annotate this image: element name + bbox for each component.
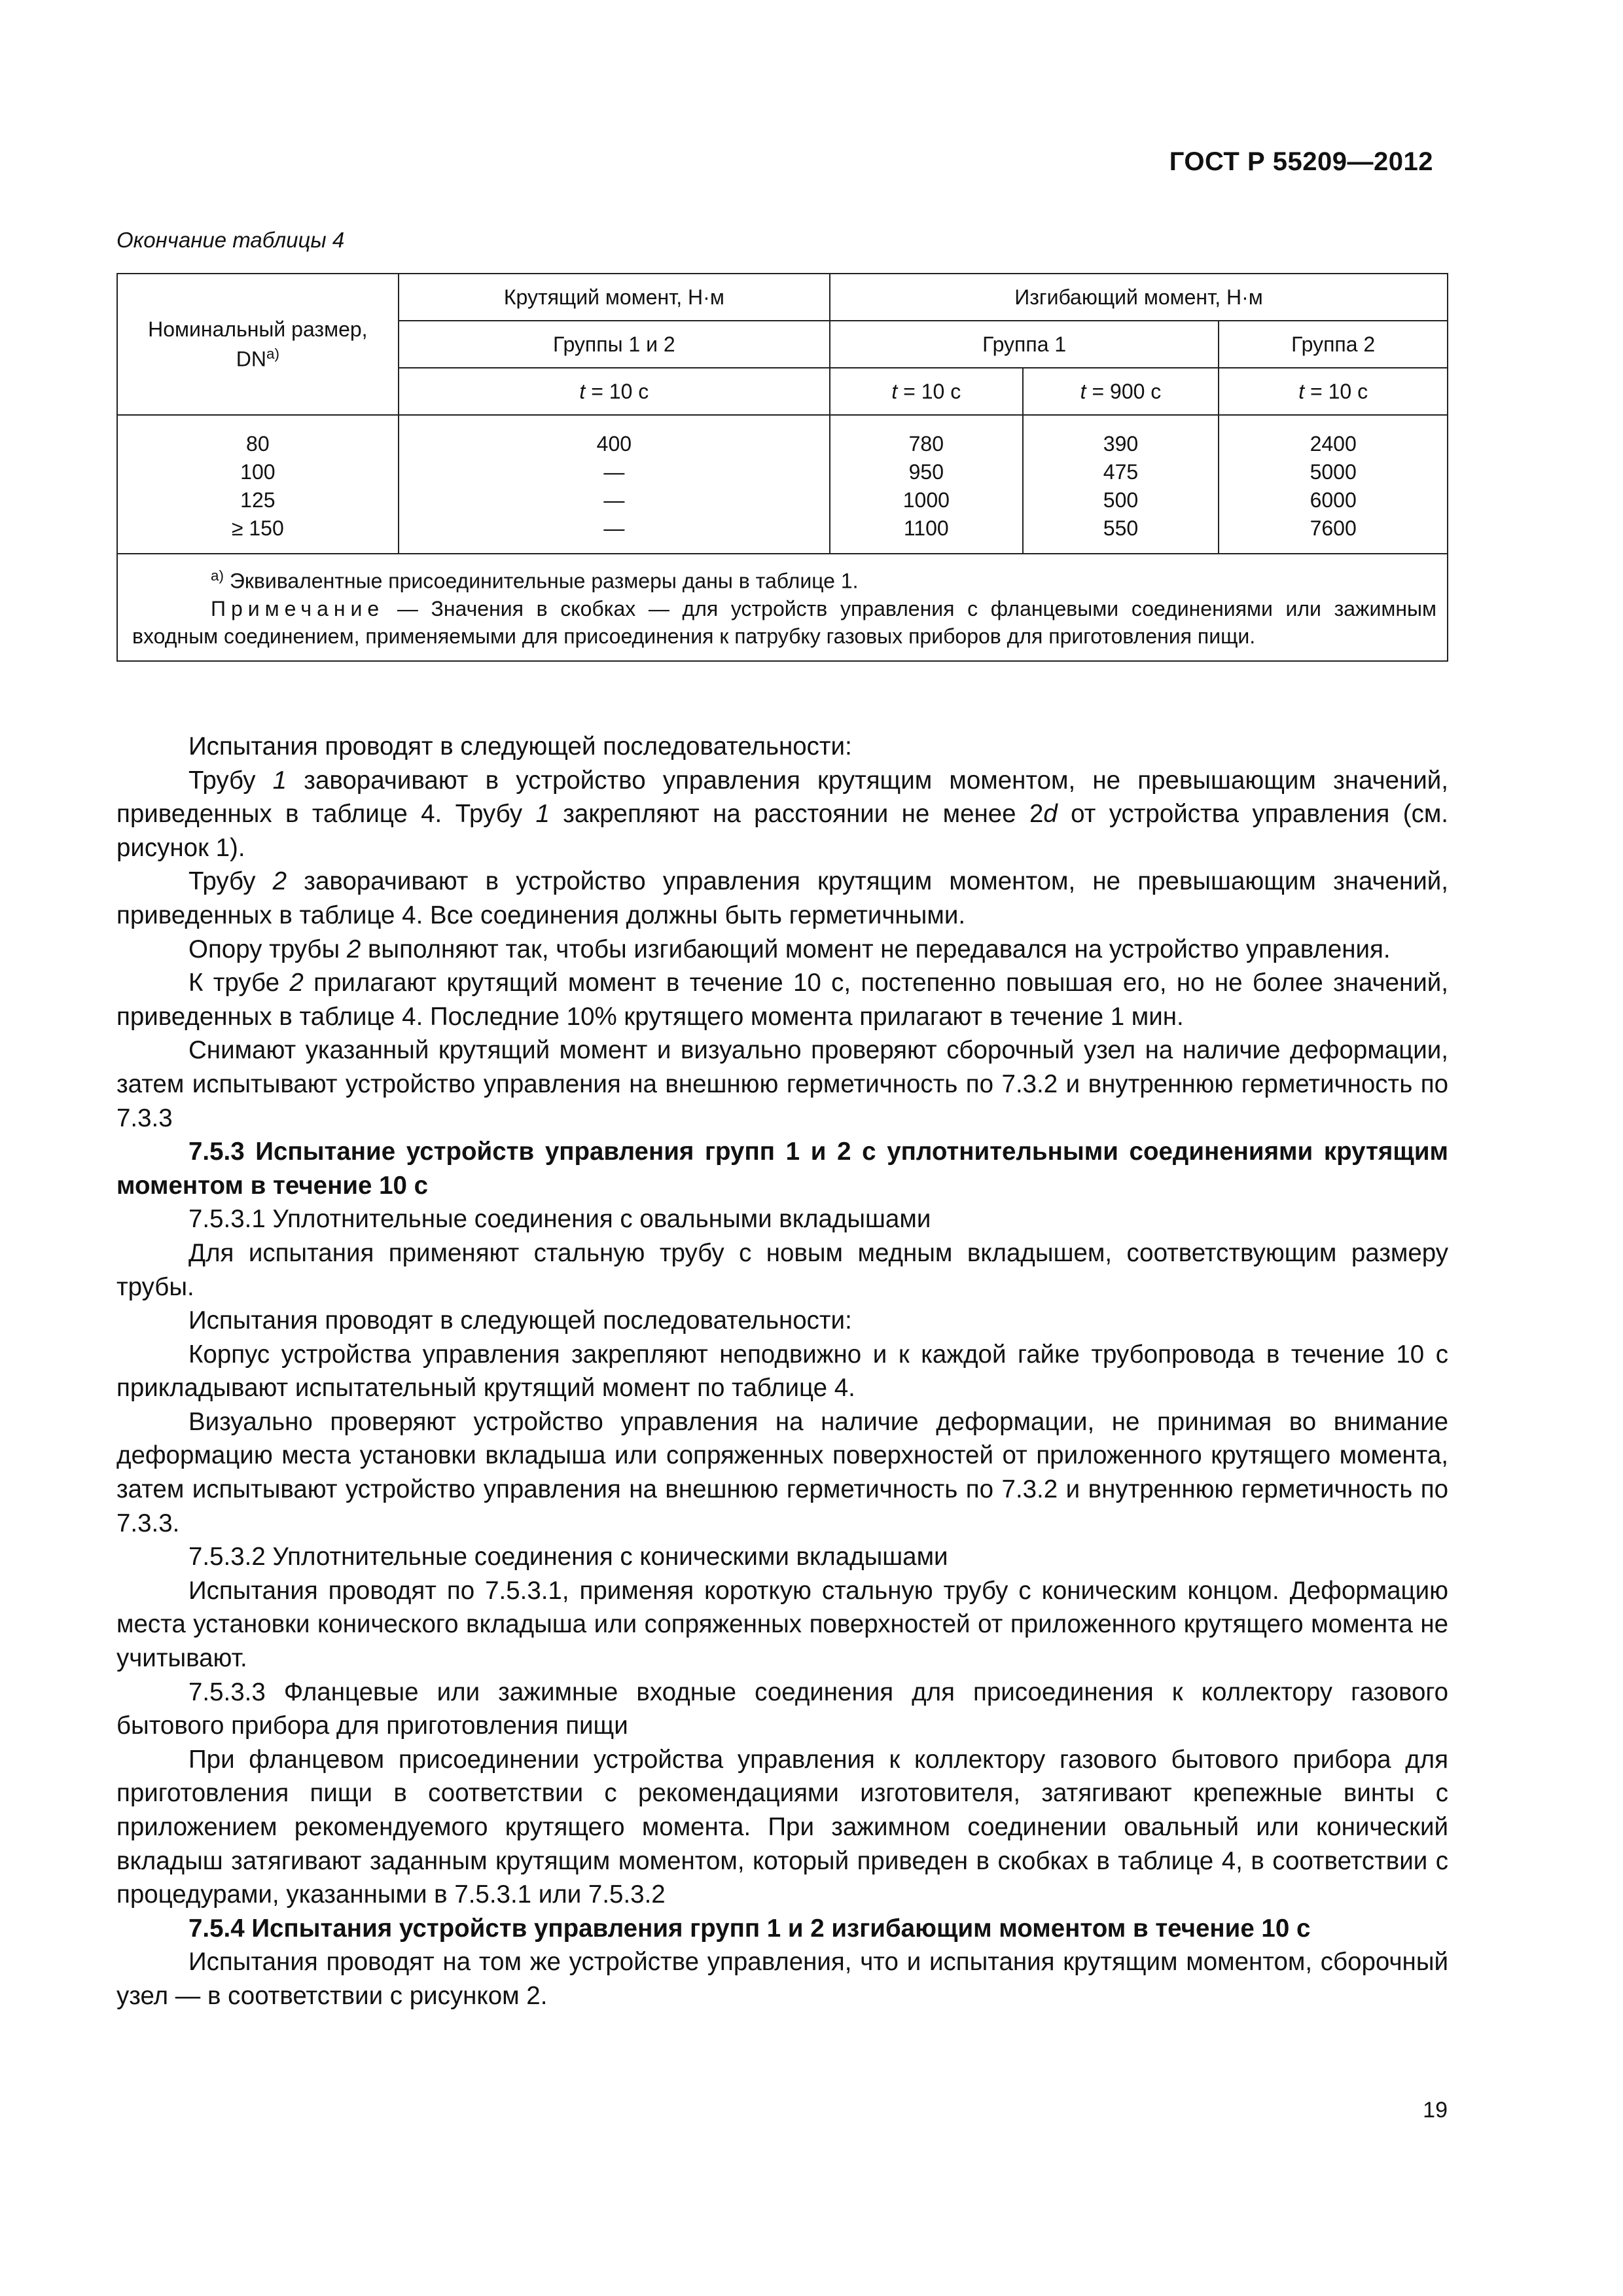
body-text <box>116 730 1448 2013</box>
section-heading-7-5-4: 7.5.4 Испытания устройств управления групп 1 и 2 изгибающим моментом в течение 10 с <box>188 1914 1311 1943</box>
cell-value: 100 <box>240 460 276 484</box>
table-notes <box>117 554 1448 661</box>
time-value: = 10 с <box>585 379 649 403</box>
header-nominal-size <box>117 274 399 415</box>
cell-value: 7600 <box>1310 516 1357 540</box>
cell-value: 390 <box>1103 432 1139 456</box>
column-group1-t10 <box>830 415 1023 554</box>
text-run: от устройства управления (см. рисунок 1). <box>116 800 1448 862</box>
nominal-footnote-mark: a) <box>266 346 279 363</box>
cell-value: 80 <box>246 432 270 456</box>
note-label: Примечание <box>211 596 385 620</box>
cell-value: — <box>603 488 625 512</box>
header-bending: Изгибающий момент, Н·м <box>830 274 1448 321</box>
page-number: 19 <box>1423 2098 1448 2123</box>
column-group1-t900 <box>1023 415 1219 554</box>
header-g1-time-900 <box>1023 368 1219 415</box>
paragraph: Снимают указанный крутящий момент и визуально проверяют сборочный узел на наличие деформации, затем испытывают устройство управления на внешнюю герметичность по 7.3.2 и внутреннюю герметичность по 7.3.3 <box>116 1036 1448 1132</box>
table-footnote <box>132 562 1436 595</box>
cell-value: 5000 <box>1310 460 1357 484</box>
document-code: ГОСТ Р 55209—2012 <box>1169 147 1433 176</box>
header-group-1: Группа 1 <box>830 321 1219 368</box>
subsection-7-5-3-3: 7.5.3.3 Фланцевые или зажимные входные соединения для присоединения к коллектору газового бытового прибора для приготовления пищи <box>116 1677 1448 1740</box>
time-var: t <box>579 379 586 403</box>
cell-value: 500 <box>1103 488 1139 512</box>
paragraph: Испытания проводят в следующей последовательности: <box>188 1306 852 1335</box>
column-torque <box>399 415 830 554</box>
paragraph: Для испытания применяют стальную трубу с новым медным вкладышем, соответствующим размеру трубы. <box>116 1238 1448 1301</box>
paragraph: Испытания проводят по 7.5.3.1, применяя короткую стальную трубу с коническим концом. Деформацию места установки конического вкладыша или сопряженных поверхностей от приложенного крутящего момента не учитывают. <box>116 1576 1448 1673</box>
paragraph <box>116 764 1448 865</box>
cell-value: 950 <box>908 460 944 484</box>
text-run: Опору трубы <box>188 935 347 963</box>
cell-value: 2400 <box>1310 432 1357 456</box>
text-run: заворачивают в устройство управления крутящим моментом, не превышающим значений, приведенных в таблице 4. Трубу <box>116 766 1448 829</box>
table-notes-row <box>117 554 1448 661</box>
cell-value: 780 <box>908 432 944 456</box>
paragraph <box>116 865 1448 932</box>
cell-value: 1000 <box>902 488 950 512</box>
time-var: t <box>1080 379 1086 403</box>
time-var: t <box>891 379 898 403</box>
pipe-number: 2 <box>272 867 287 896</box>
cell-value: 550 <box>1103 516 1139 540</box>
paragraph: При фланцевом присоединении устройства управления к коллектору газового бытового прибора для приготовления пищи в соответствии с рекомендациями изготовителя, затягивают крепежные винты с приложением рекомендуемого крутящего момента. При зажимном соединении овальный или конический вкладыш затягивают заданным крутящим моментом, который приведен в скобках в таблице 4, в соответствии с процедурами, указанными в 7.5.3.1 или 7.5.3.2 <box>116 1745 1448 1909</box>
paragraph: Испытания проводят в следующей последовательности: <box>188 732 852 761</box>
table-header-row-1 <box>117 274 1448 321</box>
text-run: закрепляют на расстоянии не менее 2 <box>549 800 1044 829</box>
header-g2-time-10 <box>1219 368 1448 415</box>
footnote-mark: а) <box>211 567 224 584</box>
paragraph: Корпус устройства управления закрепляют неподвижно и к каждой гайке трубопровода в течение 10 с прикладывают испытательный крутящий момент по таблице 4. <box>116 1340 1448 1403</box>
pipe-number: 1 <box>535 800 550 829</box>
subsection-7-5-3-2: 7.5.3.2 Уплотнительные соединения с коническими вкладышами <box>188 1543 948 1571</box>
table-data-row <box>117 415 1448 554</box>
text-run: Трубу <box>188 766 273 795</box>
cell-value: 6000 <box>1310 488 1357 512</box>
time-value: = 900 с <box>1086 379 1162 403</box>
subsection-7-5-3-1: 7.5.3.1 Уплотнительные соединения с овальными вкладышами <box>188 1205 931 1234</box>
header-g1-time-10 <box>830 368 1023 415</box>
header-groups-1-2: Группы 1 и 2 <box>399 321 830 368</box>
table-note <box>132 595 1436 650</box>
text-run: прилагают крутящий момент в течение 10 с, постепенно повышая его, но не более значений, приведенных в таблице 4. Последние 10% крутящего момента прилагают в течение 1 мин. <box>116 969 1448 1031</box>
pipe-number: 2 <box>346 935 361 963</box>
pipe-number: 2 <box>289 969 304 997</box>
header-group-2: Группа 2 <box>1219 321 1448 368</box>
diameter-symbol: d <box>1043 800 1058 829</box>
paragraph: Испытания проводят на том же устройстве управления, что и испытания крутящим моментом, сборочный узел — в соответствии с рисунком 2. <box>116 1948 1448 2010</box>
cell-value: 125 <box>240 488 276 512</box>
text-run: выполняют так, чтобы изгибающий момент не передавался на устройство управления. <box>361 935 1391 963</box>
header-torque: Крутящий момент, Н·м <box>399 274 830 321</box>
paragraph <box>116 933 1448 967</box>
text-run: заворачивают в устройство управления крутящим моментом, не превышающим значений, приведенных в таблице 4. Все соединения должны быть герметичными. <box>116 867 1448 929</box>
note-text: — Значения в скобках — для устройств управления с фланцевыми соединениями или зажимным входным соединением, применяемыми для присоединения к патрубку газовых приборов для приготовления пищи. <box>132 596 1436 648</box>
column-group2-t10 <box>1219 415 1448 554</box>
time-value: = 10 с <box>1304 379 1368 403</box>
footnote-text: Эквивалентные присоединительные размеры даны в таблице 1. <box>223 569 859 593</box>
table-4 <box>116 273 1448 662</box>
column-dn <box>117 415 399 554</box>
text-run: К трубе <box>188 969 290 997</box>
cell-value: ≥ 150 <box>231 516 284 540</box>
text-run: Трубу <box>188 867 273 896</box>
nominal-dn-label: DN <box>236 347 266 371</box>
pipe-number: 1 <box>272 766 287 795</box>
header-torque-time <box>399 368 830 415</box>
nominal-size-label: Номинальный размер, <box>148 317 368 342</box>
time-value: = 10 с <box>897 379 961 403</box>
table-caption: Окончание таблицы 4 <box>116 228 345 252</box>
cell-value: — <box>603 460 625 484</box>
cell-value: 400 <box>596 432 632 456</box>
cell-value: 1100 <box>903 516 949 540</box>
paragraph: Визуально проверяют устройство управления на наличие деформации, не принимая во внимание деформацию места установки вкладыша или сопряженных поверхностей от приложенного крутящего момента, затем испытывают устройство управления на внешнюю герметичность по 7.3.2 и внутреннюю герметичность по 7.3.3. <box>116 1407 1448 1537</box>
cell-value: 475 <box>1103 460 1139 484</box>
section-heading-7-5-3: 7.5.3 Испытание устройств управления групп 1 и 2 с уплотнительными соединениями крутящим моментом в течение 10 с <box>116 1138 1448 1200</box>
cell-value: — <box>603 516 625 540</box>
paragraph <box>116 966 1448 1033</box>
time-var: t <box>1298 379 1305 403</box>
